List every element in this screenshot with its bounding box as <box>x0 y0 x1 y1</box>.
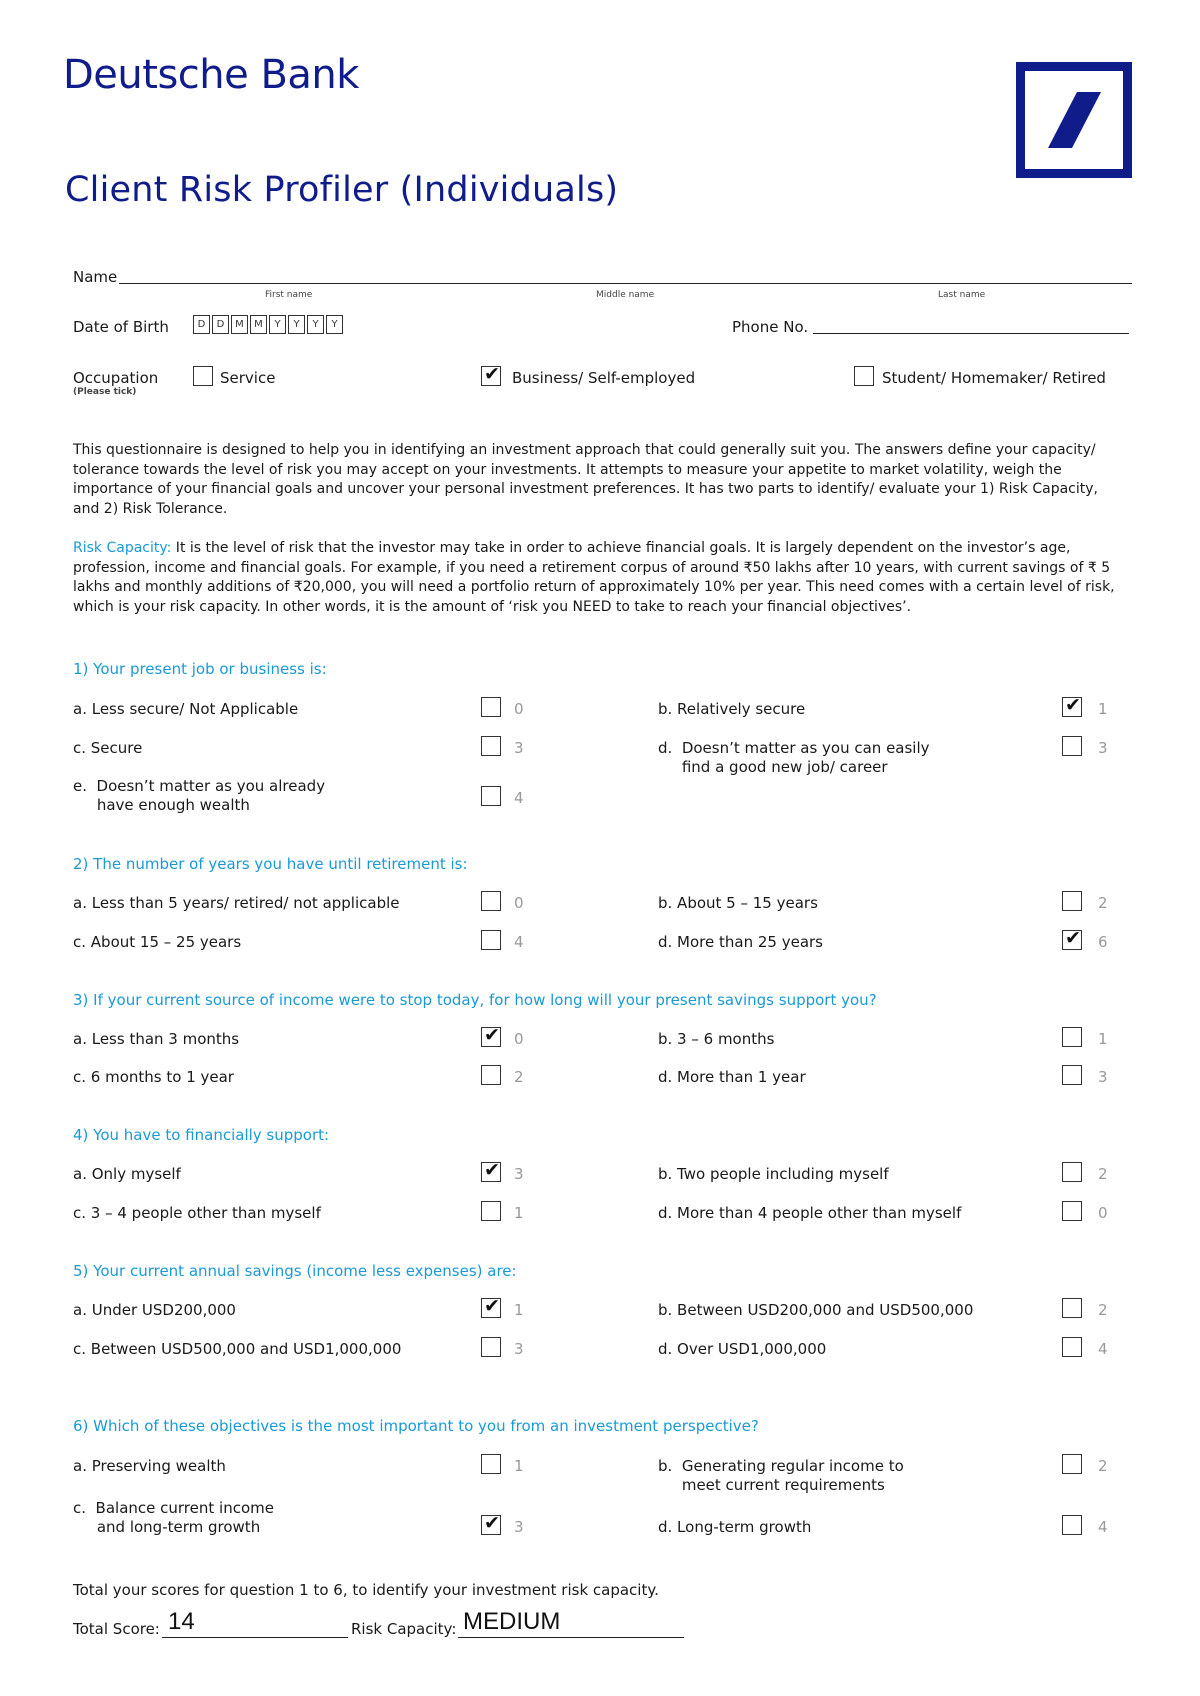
brand-name: Deutsche Bank <box>63 52 359 98</box>
option-score: 6 <box>1098 933 1108 951</box>
option-score: 2 <box>1098 1457 1108 1475</box>
question-3-heading: 3) If your current source of income were to stop today, for how long will your present savings support you? <box>73 991 877 1009</box>
question-1-option-b: b. Relatively secure <box>658 700 806 718</box>
name-label: Name <box>73 268 118 286</box>
page-title: Client Risk Profiler (Individuals) <box>65 170 619 210</box>
dob-field[interactable] <box>193 315 345 334</box>
occupation-note: (Please tick) <box>73 387 137 397</box>
risk-capacity-definition: It is the level of risk that the investor may take in order to achieve financial goals. It is largely dependent on the investor’s age, profession, income and financial goals. For example, if you need a retirement corpus of around ₹50 lakhs after 10 years, with current savings of ₹ 5 lakhs and monthly additions of ₹20,000, you will need a portfolio return of approximately 10% per year. This need comes with a certain level of risk, which is your risk capacity. In other words, it is the amount of ‘risk you NEED to take to reach your financial objectives’. <box>73 540 1115 615</box>
name-field[interactable] <box>119 283 1132 284</box>
risk-capacity-paragraph <box>73 539 1123 617</box>
option-checkbox[interactable] <box>1062 1515 1082 1535</box>
option-score: 0 <box>514 1030 524 1048</box>
score-instruction: Total your scores for question 1 to 6, to identify your investment risk capacity. <box>73 1581 659 1599</box>
occupation-business-checkbox[interactable] <box>481 363 501 386</box>
option-checkbox[interactable] <box>481 1024 501 1047</box>
option-score: 3 <box>514 739 524 757</box>
option-score: 4 <box>1098 1340 1108 1358</box>
total-score-value: 14 <box>168 1608 195 1635</box>
question-1-option-d: d. Doesn’t matter as you can easily find a good new job/ career <box>658 739 930 776</box>
check-mark-icon: ✔ <box>484 1024 500 1046</box>
risk-capacity-value: MEDIUM <box>463 1608 561 1635</box>
option-score: 1 <box>1098 700 1108 718</box>
option-score: 2 <box>1098 1301 1108 1319</box>
option-checkbox[interactable] <box>1062 891 1082 911</box>
option-score: 0 <box>1098 1204 1108 1222</box>
option-score: 2 <box>1098 894 1108 912</box>
option-score: 3 <box>514 1340 524 1358</box>
question-6-option-d: d. Long-term growth <box>658 1518 812 1536</box>
dob-label: Date of Birth <box>73 318 169 336</box>
dob-box[interactable]: Y <box>269 315 286 334</box>
question-5-heading: 5) Your current annual savings (income less expenses) are: <box>73 1262 517 1280</box>
question-1-heading: 1) Your present job or business is: <box>73 660 327 678</box>
dob-box[interactable]: Y <box>288 315 305 334</box>
option-checkbox[interactable] <box>481 1159 501 1182</box>
question-6-option-b: b. Generating regular income to meet current requirements <box>658 1457 904 1494</box>
option-checkbox[interactable] <box>481 1454 501 1474</box>
option-score: 3 <box>1098 1068 1108 1086</box>
question-5-option-c: c. Between USD500,000 and USD1,000,000 <box>73 1340 402 1358</box>
question-6-heading: 6) Which of these objectives is the most important to you from an investment perspective? <box>73 1417 759 1435</box>
check-mark-icon: ✔ <box>484 1295 500 1317</box>
check-mark-icon: ✔ <box>484 1159 500 1181</box>
risk-capacity-field[interactable] <box>458 1637 684 1638</box>
option-score: 3 <box>1098 739 1108 757</box>
middle-name-caption: Middle name <box>596 290 655 300</box>
option-checkbox[interactable] <box>481 930 501 950</box>
question-3-option-c: c. 6 months to 1 year <box>73 1068 234 1086</box>
option-checkbox[interactable] <box>481 697 501 717</box>
question-4-option-b: b. Two people including myself <box>658 1165 889 1183</box>
option-checkbox[interactable] <box>1062 1298 1082 1318</box>
dob-box[interactable]: D <box>193 315 210 334</box>
option-checkbox[interactable] <box>481 1512 501 1535</box>
option-score: 3 <box>514 1518 524 1536</box>
occupation-option-label: Service <box>220 369 276 387</box>
option-checkbox[interactable] <box>481 1295 501 1318</box>
question-5-option-d: d. Over USD1,000,000 <box>658 1340 827 1358</box>
dob-box[interactable]: D <box>212 315 229 334</box>
option-score: 4 <box>514 789 524 807</box>
option-checkbox[interactable] <box>1062 1454 1082 1474</box>
option-checkbox[interactable] <box>1062 736 1082 756</box>
option-score: 0 <box>514 894 524 912</box>
occupation-student-checkbox[interactable] <box>854 366 874 386</box>
option-checkbox[interactable] <box>481 736 501 756</box>
question-1-option-c: c. Secure <box>73 739 143 757</box>
option-checkbox[interactable] <box>1062 1162 1082 1182</box>
question-1-option-e: e. Doesn’t matter as you already have enough wealth <box>73 777 326 814</box>
check-mark-icon: ✔ <box>1065 927 1081 949</box>
check-mark-icon: ✔ <box>484 363 500 385</box>
dob-box[interactable]: M <box>250 315 267 334</box>
question-4-option-a: a. Only myself <box>73 1165 181 1183</box>
option-score: 0 <box>514 700 524 718</box>
risk-capacity-label: Risk Capacity: <box>351 1620 457 1638</box>
question-6-option-c: c. Balance current income and long-term growth <box>73 1499 274 1536</box>
option-checkbox[interactable] <box>481 1201 501 1221</box>
option-checkbox[interactable] <box>1062 927 1082 950</box>
occupation-option-label: Business/ Self-employed <box>512 369 696 387</box>
first-name-caption: First name <box>265 290 313 300</box>
option-score: 1 <box>514 1301 524 1319</box>
option-score: 4 <box>1098 1518 1108 1536</box>
option-score: 2 <box>1098 1165 1108 1183</box>
option-checkbox[interactable] <box>1062 1201 1082 1221</box>
option-checkbox[interactable] <box>1062 1337 1082 1357</box>
total-score-label: Total Score: <box>73 1620 160 1638</box>
option-score: 3 <box>514 1165 524 1183</box>
occupation-option-label: Student/ Homemaker/ Retired <box>882 369 1106 387</box>
question-3-option-b: b. 3 – 6 months <box>658 1030 775 1048</box>
question-3-option-a: a. Less than 3 months <box>73 1030 240 1048</box>
dob-box[interactable]: Y <box>326 315 343 334</box>
option-score: 1 <box>1098 1030 1108 1048</box>
question-4-heading: 4) You have to financially support: <box>73 1126 330 1144</box>
option-checkbox[interactable] <box>1062 1065 1082 1085</box>
question-1-option-a: a. Less secure/ Not Applicable <box>73 700 299 718</box>
question-2-option-a: a. Less than 5 years/ retired/ not applicable <box>73 894 400 912</box>
dob-box[interactable]: Y <box>307 315 324 334</box>
question-3-option-d: d. More than 1 year <box>658 1068 806 1086</box>
occupation-service-checkbox[interactable] <box>193 366 213 386</box>
question-5-option-b: b. Between USD200,000 and USD500,000 <box>658 1301 974 1319</box>
option-checkbox[interactable] <box>481 891 501 911</box>
option-score: 1 <box>514 1457 524 1475</box>
option-checkbox[interactable] <box>1062 1027 1082 1047</box>
question-2-option-c: c. About 15 – 25 years <box>73 933 242 951</box>
question-2-heading: 2) The number of years you have until retirement is: <box>73 855 468 873</box>
option-score: 2 <box>514 1068 524 1086</box>
deutsche-bank-logo-icon <box>1016 62 1132 178</box>
phone-field[interactable] <box>813 333 1129 334</box>
check-mark-icon: ✔ <box>1065 694 1081 716</box>
last-name-caption: Last name <box>938 290 986 300</box>
intro-paragraph: This questionnaire is designed to help you in identifying an investment approach that could generally suit you. The answers define your capacity/ tolerance towards the level of risk you may accept on your investments. It attempts to measure your appetite to market volatility, weigh the importance of your financial goals and uncover your personal investment preferences. It has two parts to identify/ evaluate your 1) Risk Capacity, and 2) Risk Tolerance. <box>73 442 1098 517</box>
check-mark-icon: ✔ <box>484 1512 500 1534</box>
question-4-option-d: d. More than 4 people other than myself <box>658 1204 962 1222</box>
option-score: 1 <box>514 1204 524 1222</box>
question-5-option-a: a. Under USD200,000 <box>73 1301 236 1319</box>
occupation-label: Occupation <box>73 369 159 387</box>
option-score: 4 <box>514 933 524 951</box>
dob-box[interactable]: M <box>231 315 248 334</box>
total-score-field[interactable] <box>162 1637 348 1638</box>
option-checkbox[interactable] <box>481 1065 501 1085</box>
question-2-option-d: d. More than 25 years <box>658 933 823 951</box>
option-checkbox[interactable] <box>1062 694 1082 717</box>
phone-label: Phone No. <box>732 318 809 336</box>
question-2-option-b: b. About 5 – 15 years <box>658 894 818 912</box>
question-6-option-a: a. Preserving wealth <box>73 1457 226 1475</box>
question-4-option-c: c. 3 – 4 people other than myself <box>73 1204 321 1222</box>
option-checkbox[interactable] <box>481 1337 501 1357</box>
option-checkbox[interactable] <box>481 786 501 806</box>
risk-capacity-term: Risk Capacity: <box>73 540 172 556</box>
